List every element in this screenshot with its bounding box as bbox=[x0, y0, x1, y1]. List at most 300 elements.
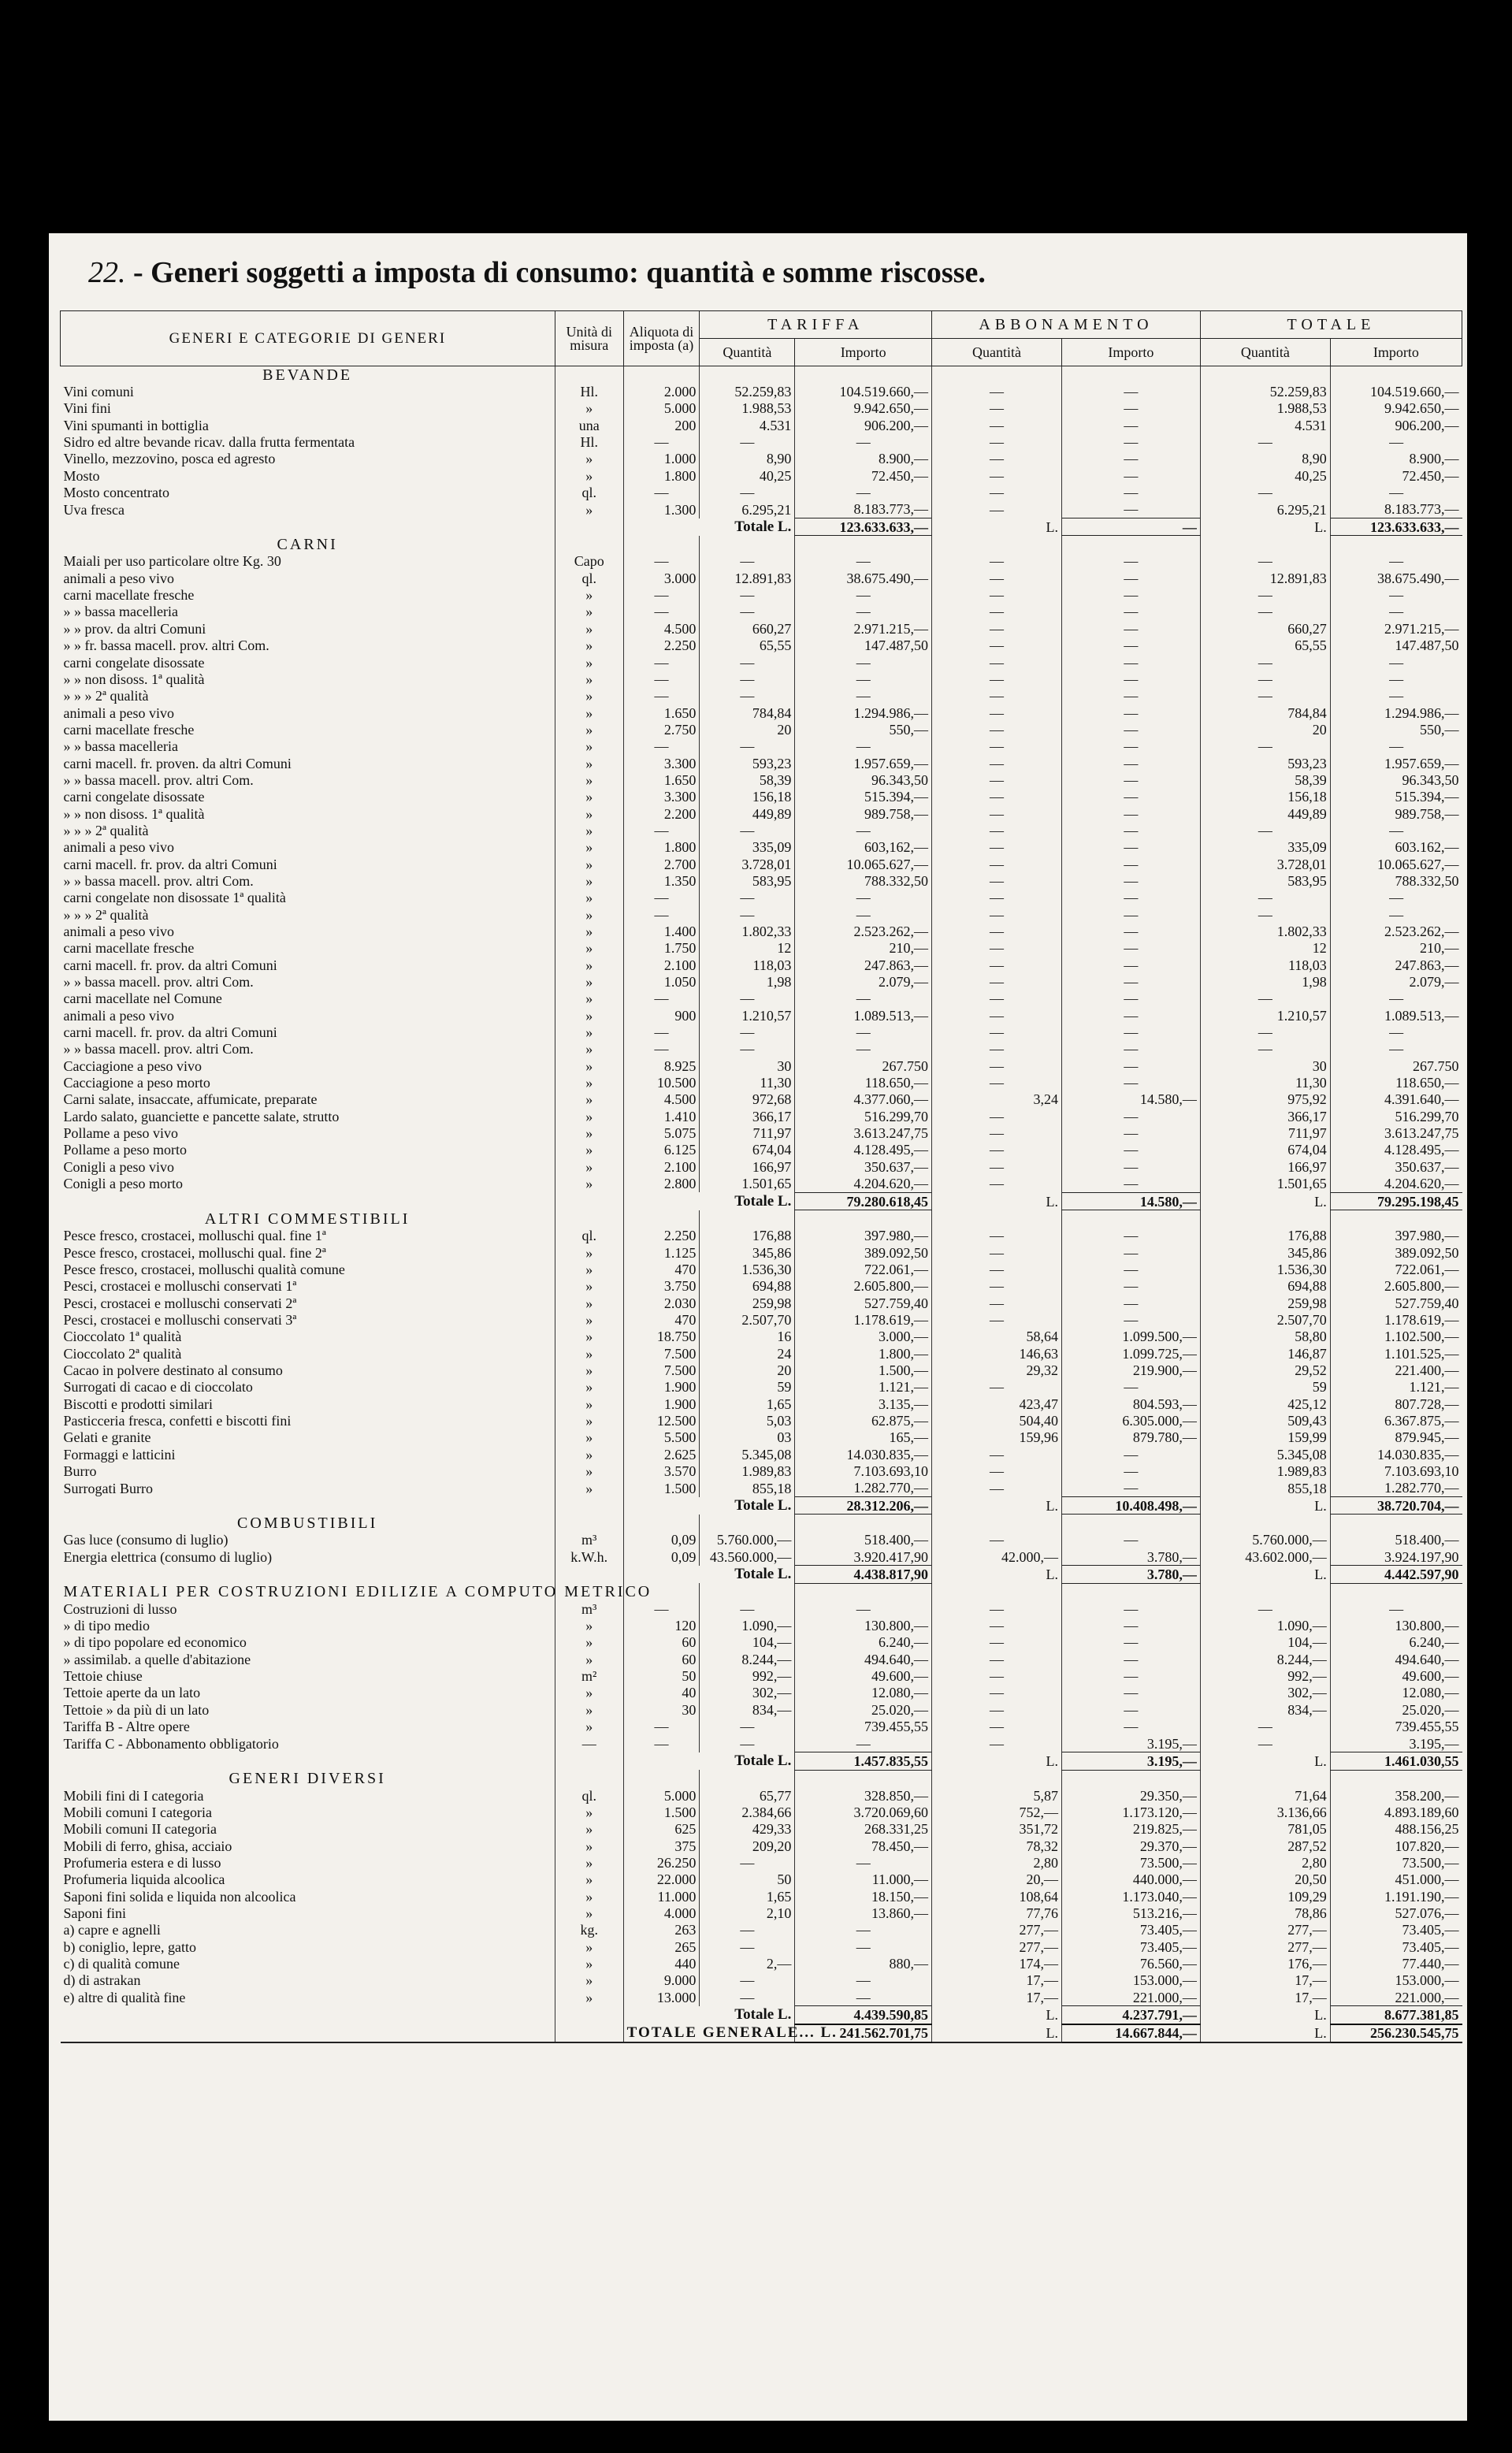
genere-name: Mosto concentrato bbox=[63, 485, 169, 501]
unita: » bbox=[555, 1821, 623, 1838]
section-title: MATERIALI PER COSTRUZIONI EDILIZIE A COMPUTO METRICO bbox=[63, 1583, 652, 1601]
empty-cell bbox=[1061, 1770, 1200, 1787]
table-body bbox=[61, 366, 1462, 2043]
genere-name: carni macellate fresche bbox=[63, 721, 195, 738]
abbonamento-importo: — bbox=[1061, 1158, 1200, 1175]
tariffa-importo: 328.850,— bbox=[795, 1787, 932, 1804]
genere-name: Saponi fini bbox=[63, 1905, 126, 1921]
empty-cell bbox=[555, 1752, 623, 1770]
abbonamento-quantita: — bbox=[932, 1480, 1062, 1497]
tariffa-quantita: 24 bbox=[700, 1345, 795, 1362]
tariffa-quantita: — bbox=[700, 1024, 795, 1040]
empty-cell bbox=[555, 366, 623, 384]
aliquota: 5.000 bbox=[623, 400, 700, 417]
totale-quantita: 40,25 bbox=[1200, 467, 1330, 484]
aliquota: — bbox=[623, 654, 700, 671]
genere-name: animali a peso vivo bbox=[63, 839, 174, 856]
aliquota: 2.030 bbox=[623, 1295, 700, 1311]
tariffa-quantita: — bbox=[700, 822, 795, 838]
abbonamento-importo: — bbox=[1061, 1446, 1200, 1463]
unita: » bbox=[555, 1158, 623, 1175]
totale-importo: 247.863,— bbox=[1330, 957, 1462, 973]
tariffa-quantita: — bbox=[700, 990, 795, 1007]
table-row bbox=[61, 1532, 1462, 1548]
unita: » bbox=[555, 973, 623, 990]
tariffa-importo: 147.487,50 bbox=[795, 637, 932, 654]
totale-importo: 9.942.650,— bbox=[1330, 400, 1462, 417]
unita: » bbox=[555, 872, 623, 889]
unita: » bbox=[555, 1108, 623, 1124]
abbonamento-quantita: 58,64 bbox=[932, 1329, 1062, 1345]
abbonamento-importo: 1.099.500,— bbox=[1061, 1329, 1200, 1345]
genere-name: » assimilab. a quelle d'abitazione bbox=[63, 1651, 251, 1667]
tariffa-importo: 880,— bbox=[795, 1955, 932, 1972]
table-row bbox=[61, 957, 1462, 973]
aliquota: — bbox=[623, 1024, 700, 1040]
tariffa-importo: 13.860,— bbox=[795, 1905, 932, 1921]
aliquota: 11.000 bbox=[623, 1888, 700, 1905]
unita: » bbox=[555, 1379, 623, 1396]
totale-quantita: 449,89 bbox=[1200, 805, 1330, 822]
unita: » bbox=[555, 1074, 623, 1091]
section-title: ALTRI COMMESTIBILI bbox=[204, 1210, 411, 1228]
empty-cell bbox=[1200, 1210, 1330, 1228]
abbonamento-quantita: — bbox=[932, 1532, 1062, 1548]
tariffa-importo: 4.204.620,— bbox=[795, 1176, 932, 1193]
totale-importo: 516.299,70 bbox=[1330, 1108, 1462, 1124]
totale-quantita: 58,39 bbox=[1200, 771, 1330, 788]
abbonamento-importo: 513.216,— bbox=[1061, 1905, 1200, 1921]
unita: » bbox=[555, 1429, 623, 1446]
abbonamento-importo: — bbox=[1061, 1007, 1200, 1024]
tariffa-importo: 397.980,— bbox=[795, 1228, 932, 1244]
tariffa-importo: 3.000,— bbox=[795, 1329, 932, 1345]
aliquota: 470 bbox=[623, 1261, 700, 1277]
genere-name: e) altre di qualità fine bbox=[63, 1989, 186, 2005]
aliquota: 3.300 bbox=[623, 755, 700, 771]
abbonamento-importo: — bbox=[1061, 1463, 1200, 1479]
table-row bbox=[61, 654, 1462, 671]
totale-quantita: 259,98 bbox=[1200, 1295, 1330, 1311]
abbonamento-importo: — bbox=[1061, 1142, 1200, 1158]
tariffa-total: 1.457.835,55 bbox=[795, 1752, 932, 1770]
table-row bbox=[61, 1989, 1462, 2006]
tariffa-importo: 78.450,— bbox=[795, 1838, 932, 1854]
tariffa-importo: — bbox=[795, 1938, 932, 1955]
totale-importo: 3.613.247,75 bbox=[1330, 1124, 1462, 1141]
table-row bbox=[61, 671, 1462, 687]
totale-quantita: 17,— bbox=[1200, 1972, 1330, 1989]
totale-importo: 1.102.500,— bbox=[1330, 1329, 1462, 1345]
abbonamento-importo: — bbox=[1061, 654, 1200, 671]
genere-name: Pollame a peso vivo bbox=[63, 1125, 178, 1142]
abbonamento-quantita: — bbox=[932, 433, 1062, 450]
tariffa-quantita: 156,18 bbox=[700, 789, 795, 805]
abbonamento-quantita: — bbox=[932, 789, 1062, 805]
header-aliquota: Aliquota di imposta (a) bbox=[623, 311, 700, 366]
abbonamento-importo: — bbox=[1061, 484, 1200, 500]
unita: » bbox=[555, 1905, 623, 1921]
abbonamento-label: L. bbox=[932, 1192, 1062, 1210]
aliquota: 0,09 bbox=[623, 1548, 700, 1566]
tariffa-importo: 8.183.773,— bbox=[795, 501, 932, 518]
aliquota: 7.500 bbox=[623, 1362, 700, 1378]
genere-name: Vini comuni bbox=[63, 384, 134, 400]
genere-name: » » » 2ª qualità bbox=[63, 822, 149, 838]
tariffa-total: 123.633.633,— bbox=[795, 518, 932, 536]
totale-importo: — bbox=[1330, 822, 1462, 838]
tariffa-quantita: 5.345,08 bbox=[700, 1446, 795, 1463]
table-row bbox=[61, 1938, 1462, 1955]
abbonamento-label: L. bbox=[932, 1566, 1062, 1583]
table-row bbox=[61, 973, 1462, 990]
totale-importo: — bbox=[1330, 484, 1462, 500]
aliquota: — bbox=[623, 484, 700, 500]
genere-name: » » bassa macell. prov. altri Com. bbox=[63, 771, 254, 788]
tariffa-importo: — bbox=[795, 654, 932, 671]
abbonamento-importo: — bbox=[1061, 383, 1200, 400]
unita: » bbox=[555, 923, 623, 939]
tariffa-quantita: — bbox=[700, 1854, 795, 1871]
empty-cell bbox=[61, 2024, 555, 2042]
tariffa-quantita: 1.802,33 bbox=[700, 923, 795, 939]
abbonamento-quantita: 108,64 bbox=[932, 1888, 1062, 1905]
unita: » bbox=[555, 1295, 623, 1311]
aliquota: 12.500 bbox=[623, 1412, 700, 1429]
totale-importo: 1.282.770,— bbox=[1330, 1480, 1462, 1497]
abbonamento-quantita: — bbox=[932, 973, 1062, 990]
abbonamento-importo: — bbox=[1061, 637, 1200, 654]
aliquota: 1.050 bbox=[623, 973, 700, 990]
empty-cell bbox=[555, 1497, 623, 1515]
totale-quantita: 30 bbox=[1200, 1057, 1330, 1074]
document-page bbox=[49, 233, 1467, 2421]
abbonamento-importo: — bbox=[1061, 1532, 1200, 1548]
empty-cell bbox=[61, 518, 555, 536]
totale-quantita: 166,97 bbox=[1200, 1158, 1330, 1175]
totale-quantita: 834,— bbox=[1200, 1701, 1330, 1718]
genere-name: » » bassa macelleria bbox=[63, 604, 178, 620]
tariffa-quantita: — bbox=[700, 1972, 795, 1989]
totale-importo: 267.750 bbox=[1330, 1057, 1462, 1074]
table-row bbox=[61, 1888, 1462, 1905]
abbonamento-importo: — bbox=[1061, 1634, 1200, 1651]
totale-quantita: — bbox=[1200, 688, 1330, 704]
unita: » bbox=[555, 839, 623, 856]
genere-name: Lardo salato, guanciette e pancette salate, strutto bbox=[63, 1108, 340, 1124]
tariffa-quantita: 711,97 bbox=[700, 1124, 795, 1141]
tariffa-total: 79.280.618,45 bbox=[795, 1192, 932, 1210]
genere-name: Gas luce (consumo di luglio) bbox=[63, 1532, 228, 1548]
abbonamento-importo: — bbox=[1061, 1244, 1200, 1261]
empty-cell bbox=[1330, 1583, 1462, 1600]
totale-quantita: 43.602.000,— bbox=[1200, 1548, 1330, 1566]
tariffa-quantita: 209,20 bbox=[700, 1838, 795, 1854]
tariffa-importo: 494.640,— bbox=[795, 1651, 932, 1667]
tariffa-quantita: 694,88 bbox=[700, 1278, 795, 1295]
abbonamento-importo: 29.370,— bbox=[1061, 1838, 1200, 1854]
abbonamento-importo: 73.405,— bbox=[1061, 1938, 1200, 1955]
empty-cell bbox=[700, 366, 795, 384]
table-row bbox=[61, 1821, 1462, 1838]
totale-importo: 73.405,— bbox=[1330, 1938, 1462, 1955]
totale-importo: 358.200,— bbox=[1330, 1787, 1462, 1804]
genere-name: a) capre e agnelli bbox=[63, 1922, 161, 1938]
genere-name: Mobili comuni II categoria bbox=[63, 1821, 217, 1838]
genere-name: Tariffa C - Abbonamento obbligatorio bbox=[63, 1735, 279, 1752]
tariffa-importo: — bbox=[795, 586, 932, 603]
aliquota: 900 bbox=[623, 1007, 700, 1024]
empty-cell bbox=[1200, 1583, 1330, 1600]
abbonamento-quantita: 277,— bbox=[932, 1922, 1062, 1938]
genere-name: Pesci, crostacei e molluschi conservati 1ª bbox=[63, 1278, 297, 1295]
tariffa-quantita: — bbox=[700, 906, 795, 923]
tariffa-importo: 739.455,55 bbox=[795, 1719, 932, 1735]
genere-name: » » bassa macell. prov. altri Com. bbox=[63, 872, 254, 889]
table-row bbox=[61, 1091, 1462, 1108]
tariffa-importo: 550,— bbox=[795, 721, 932, 738]
abbonamento-quantita: — bbox=[932, 383, 1062, 400]
totale-importo: — bbox=[1330, 654, 1462, 671]
totale-quantita: — bbox=[1200, 822, 1330, 838]
genere-name: » » non disoss. 1ª qualità bbox=[63, 805, 205, 822]
tariffa-importo: — bbox=[795, 822, 932, 838]
section-heading-row bbox=[61, 1770, 1462, 1787]
table-row bbox=[61, 620, 1462, 637]
unita: » bbox=[555, 586, 623, 603]
abbonamento-importo: — bbox=[1061, 417, 1200, 433]
totale-quantita: 1.090,— bbox=[1200, 1617, 1330, 1633]
totale-importo: 14.030.835,— bbox=[1330, 1446, 1462, 1463]
table-row bbox=[61, 1838, 1462, 1854]
table-row bbox=[61, 451, 1462, 467]
totale-importo: 4.128.495,— bbox=[1330, 1142, 1462, 1158]
tariffa-quantita: — bbox=[700, 1719, 795, 1735]
aliquota: 4.500 bbox=[623, 620, 700, 637]
tariffa-quantita: 1.988,53 bbox=[700, 400, 795, 417]
tariffa-importo: 1.089.513,— bbox=[795, 1007, 932, 1024]
abbonamento-quantita: — bbox=[932, 1463, 1062, 1479]
totale-quantita: 65,55 bbox=[1200, 637, 1330, 654]
totale-quantita: 146,87 bbox=[1200, 1345, 1330, 1362]
totale-label: L. bbox=[1200, 2006, 1330, 2024]
genere-name: Mobili fini di I categoria bbox=[63, 1787, 204, 1804]
abbonamento-quantita: — bbox=[932, 620, 1062, 637]
unita: » bbox=[555, 890, 623, 906]
empty-cell bbox=[1200, 1515, 1330, 1532]
totale-quantita: — bbox=[1200, 484, 1330, 500]
abbonamento-importo: — bbox=[1061, 990, 1200, 1007]
table-row bbox=[61, 433, 1462, 450]
abbonamento-importo: 804.593,— bbox=[1061, 1396, 1200, 1412]
table-row bbox=[61, 1345, 1462, 1362]
totale-importo: 73.405,— bbox=[1330, 1922, 1462, 1938]
tariffa-quantita: — bbox=[700, 604, 795, 620]
tariffa-importo: — bbox=[795, 433, 932, 450]
table-row bbox=[61, 586, 1462, 603]
header-abbonamento-importo: Importo bbox=[1061, 339, 1200, 366]
unita: » bbox=[555, 1176, 623, 1193]
tariffa-importo: — bbox=[795, 890, 932, 906]
table-row bbox=[61, 1412, 1462, 1429]
abbonamento-importo: — bbox=[1061, 553, 1200, 570]
totale-quantita: 302,— bbox=[1200, 1685, 1330, 1701]
totale-importo: 210,— bbox=[1330, 940, 1462, 957]
table-row bbox=[61, 1124, 1462, 1141]
tariffa-quantita: 6.295,21 bbox=[700, 501, 795, 518]
totale-importo: 515.394,— bbox=[1330, 789, 1462, 805]
abbonamento-quantita: — bbox=[932, 570, 1062, 586]
unita: » bbox=[555, 1278, 623, 1295]
table-row bbox=[61, 1261, 1462, 1277]
tariffa-importo: 788.332,50 bbox=[795, 872, 932, 889]
unita: » bbox=[555, 1480, 623, 1497]
totale-total: 79.295.198,45 bbox=[1330, 1192, 1462, 1210]
aliquota: 6.125 bbox=[623, 1142, 700, 1158]
empty-cell bbox=[795, 1770, 932, 1787]
abbonamento-quantita: 423,47 bbox=[932, 1396, 1062, 1412]
tariffa-total: 4.438.817,90 bbox=[795, 1566, 932, 1583]
aliquota: 2.625 bbox=[623, 1446, 700, 1463]
unita: » bbox=[555, 1888, 623, 1905]
abbonamento-quantita: — bbox=[932, 1024, 1062, 1040]
totale-importo: 104.519.660,— bbox=[1330, 383, 1462, 400]
unita: » bbox=[555, 1329, 623, 1345]
tariffa-importo: 350.637,— bbox=[795, 1158, 932, 1175]
totale-quantita: 781,05 bbox=[1200, 1821, 1330, 1838]
abbonamento-importo: 153.000,— bbox=[1061, 1972, 1200, 1989]
abbonamento-quantita: — bbox=[932, 957, 1062, 973]
unita: » bbox=[555, 1362, 623, 1378]
genere-name: Pesce fresco, crostacei, molluschi qual. fine 2ª bbox=[63, 1244, 326, 1261]
tariffa-quantita: 104,— bbox=[700, 1634, 795, 1651]
consumption-tax-table bbox=[60, 310, 1462, 2043]
section-title: CARNI bbox=[277, 535, 338, 553]
abbonamento-importo: 440.000,— bbox=[1061, 1871, 1200, 1888]
abbonamento-importo: — bbox=[1061, 1057, 1200, 1074]
genere-name: b) coniglio, lepre, gatto bbox=[63, 1938, 196, 1955]
unita: m³ bbox=[555, 1532, 623, 1548]
tariffa-importo: 527.759,40 bbox=[795, 1295, 932, 1311]
table-row bbox=[61, 1379, 1462, 1396]
abbonamento-quantita: — bbox=[932, 400, 1062, 417]
totale-label: L. bbox=[1200, 1566, 1330, 1583]
aliquota: — bbox=[623, 688, 700, 704]
abbonamento-quantita: — bbox=[932, 1685, 1062, 1701]
genere-name: Maiali per uso particolare oltre Kg. 30 bbox=[63, 553, 281, 570]
tariffa-importo: 11.000,— bbox=[795, 1871, 932, 1888]
tariffa-quantita: 65,77 bbox=[700, 1787, 795, 1804]
totale-quantita: 8.244,— bbox=[1200, 1651, 1330, 1667]
tariffa-importo: 49.600,— bbox=[795, 1667, 932, 1684]
table-row bbox=[61, 1228, 1462, 1244]
aliquota: 2.200 bbox=[623, 805, 700, 822]
abbonamento-importo: 221.000,— bbox=[1061, 1989, 1200, 2006]
totale-importo: 1.089.513,— bbox=[1330, 1007, 1462, 1024]
tariffa-importo: 25.020,— bbox=[795, 1701, 932, 1718]
abbonamento-quantita: — bbox=[932, 923, 1062, 939]
genere-name: Mosto bbox=[63, 467, 100, 484]
empty-cell bbox=[795, 1515, 932, 1532]
abbonamento-importo: — bbox=[1061, 738, 1200, 755]
totale-quantita: 17,— bbox=[1200, 1989, 1330, 2006]
abbonamento-importo: — bbox=[1061, 1667, 1200, 1684]
totale-importo: 527.759,40 bbox=[1330, 1295, 1462, 1311]
totale-quantita: 3.136,66 bbox=[1200, 1804, 1330, 1820]
abbonamento-importo: — bbox=[1061, 620, 1200, 637]
genere-name: Mobili comuni I categoria bbox=[63, 1804, 212, 1820]
aliquota: 5.075 bbox=[623, 1124, 700, 1141]
table-row bbox=[61, 906, 1462, 923]
aliquota: 0,09 bbox=[623, 1532, 700, 1548]
abbonamento-quantita: — bbox=[932, 1667, 1062, 1684]
tariffa-importo: 906.200,— bbox=[795, 417, 932, 433]
unita: » bbox=[555, 1007, 623, 1024]
abbonamento-importo: — bbox=[1061, 604, 1200, 620]
abbonamento-importo: — bbox=[1061, 1278, 1200, 1295]
abbonamento-quantita: — bbox=[932, 1142, 1062, 1158]
aliquota: 18.750 bbox=[623, 1329, 700, 1345]
totale-importo: 7.103.693,10 bbox=[1330, 1463, 1462, 1479]
abbonamento-quantita: — bbox=[932, 484, 1062, 500]
totale-importo: 73.500,— bbox=[1330, 1854, 1462, 1871]
totale-importo: — bbox=[1330, 906, 1462, 923]
tariffa-importo: — bbox=[795, 671, 932, 687]
tariffa-importo: 118.650,— bbox=[795, 1074, 932, 1091]
tariffa-importo: — bbox=[795, 1735, 932, 1752]
totale-importo: 3.195,— bbox=[1330, 1735, 1462, 1752]
header-totale-quantita: Quantità bbox=[1200, 339, 1330, 366]
unita: Capo bbox=[555, 553, 623, 570]
abbonamento-importo: — bbox=[1061, 1701, 1200, 1718]
unita: ql. bbox=[555, 484, 623, 500]
genere-name: carni macell. fr. prov. da altri Comuni bbox=[63, 957, 277, 973]
aliquota: 2.000 bbox=[623, 383, 700, 400]
tariffa-importo: — bbox=[795, 738, 932, 755]
unita: » bbox=[555, 1838, 623, 1854]
aliquota: 1.900 bbox=[623, 1379, 700, 1396]
unita: » bbox=[555, 1701, 623, 1718]
totale-importo: 221.400,— bbox=[1330, 1362, 1462, 1378]
totale-quantita: 3.728,01 bbox=[1200, 856, 1330, 872]
table-row bbox=[61, 940, 1462, 957]
empty-cell bbox=[1330, 1515, 1462, 1532]
genere-name: animali a peso vivo bbox=[63, 1007, 174, 1024]
tariffa-quantita: — bbox=[700, 890, 795, 906]
abbonamento-importo: — bbox=[1061, 940, 1200, 957]
aliquota: 1.500 bbox=[623, 1804, 700, 1820]
totale-importo: 2.605.800,— bbox=[1330, 1278, 1462, 1295]
tariffa-importo: 104.519.660,— bbox=[795, 383, 932, 400]
totale-importo: 96.343,50 bbox=[1330, 771, 1462, 788]
totale-quantita: — bbox=[1200, 1041, 1330, 1057]
abbonamento-label: L. bbox=[932, 1752, 1062, 1770]
aliquota: 8.925 bbox=[623, 1057, 700, 1074]
abbonamento-quantita: — bbox=[932, 1651, 1062, 1667]
unita: k.W.h. bbox=[555, 1548, 623, 1566]
abbonamento-importo: — bbox=[1061, 923, 1200, 939]
totale-quantita: 711,97 bbox=[1200, 1124, 1330, 1141]
empty-cell bbox=[555, 2024, 623, 2042]
tariffa-quantita: 50 bbox=[700, 1871, 795, 1888]
tariffa-quantita: 674,04 bbox=[700, 1142, 795, 1158]
abbonamento-quantita: — bbox=[932, 1124, 1062, 1141]
header-unita: Unità di misura bbox=[555, 311, 623, 366]
tariffa-importo: — bbox=[795, 688, 932, 704]
tariffa-quantita: 834,— bbox=[700, 1701, 795, 1718]
genere-name: » » fr. bassa macell. prov. altri Com. bbox=[63, 637, 269, 654]
totale-importo: 494.640,— bbox=[1330, 1651, 1462, 1667]
